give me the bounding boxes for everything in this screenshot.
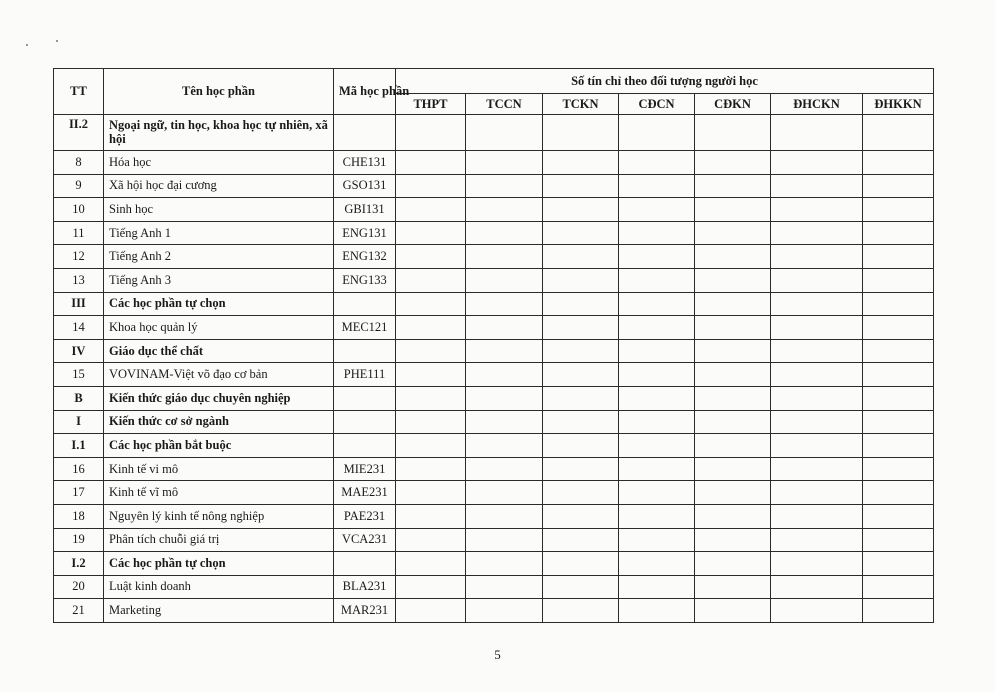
row-credit-cell <box>543 115 619 151</box>
row-credit-cell <box>695 481 771 505</box>
row-credit-cell <box>695 292 771 316</box>
row-credit-cell <box>863 410 934 434</box>
row-tt: I <box>54 410 104 434</box>
row-credit-cell <box>771 363 863 387</box>
row-credit-cell <box>619 198 695 222</box>
row-credit-cell <box>771 528 863 552</box>
row-credit-cell <box>396 481 466 505</box>
row-credit-cell <box>543 410 619 434</box>
row-credit-cell <box>863 504 934 528</box>
row-tt: 17 <box>54 481 104 505</box>
section-row <box>54 115 934 151</box>
row-credit-cell <box>771 221 863 245</box>
row-course-name: Kinh tế vĩ mô <box>104 481 334 505</box>
row-credit-cell <box>863 174 934 198</box>
row-credit-cell <box>396 174 466 198</box>
row-credit-cell <box>863 457 934 481</box>
row-course-code: MAR231 <box>334 599 396 623</box>
row-credit-cell <box>863 481 934 505</box>
row-credit-cell <box>695 268 771 292</box>
row-course-name: Hóa học <box>104 151 334 175</box>
row-credit-cell <box>863 386 934 410</box>
row-credit-cell <box>695 245 771 269</box>
row-credit-cell <box>543 268 619 292</box>
row-credit-cell <box>619 245 695 269</box>
table-row <box>54 221 934 245</box>
table-row <box>54 599 934 623</box>
row-credit-cell <box>543 434 619 458</box>
row-credit-cell <box>466 434 543 458</box>
row-course-code: BLA231 <box>334 575 396 599</box>
row-credit-cell <box>619 552 695 576</box>
row-credit-cell <box>695 599 771 623</box>
row-credit-cell <box>863 151 934 175</box>
row-credit-cell <box>619 151 695 175</box>
row-credit-cell <box>695 363 771 387</box>
row-credit-cell <box>396 434 466 458</box>
row-credit-cell <box>863 221 934 245</box>
row-credit-cell <box>619 339 695 363</box>
row-credit-cell <box>396 504 466 528</box>
row-course-name: Sinh học <box>104 198 334 222</box>
row-credit-cell <box>619 115 695 151</box>
row-credit-cell <box>466 363 543 387</box>
row-credit-cell <box>619 316 695 340</box>
row-credit-cell <box>863 316 934 340</box>
section-row <box>54 292 934 316</box>
row-course-name: Các học phần tự chọn <box>104 292 334 316</box>
row-credit-cell <box>543 386 619 410</box>
table-row <box>54 481 934 505</box>
table-body <box>54 115 934 623</box>
row-credit-cell <box>619 434 695 458</box>
row-course-code <box>334 386 396 410</box>
header-credit-5: ĐHCKN <box>771 94 863 115</box>
row-credit-cell <box>466 386 543 410</box>
row-credit-cell <box>396 528 466 552</box>
row-credit-cell <box>396 245 466 269</box>
row-credit-cell <box>695 528 771 552</box>
scan-speck <box>26 44 28 46</box>
row-credit-cell <box>396 221 466 245</box>
row-credit-cell <box>543 552 619 576</box>
row-tt: 16 <box>54 457 104 481</box>
table-row <box>54 457 934 481</box>
row-tt: I.2 <box>54 552 104 576</box>
table-row <box>54 575 934 599</box>
row-course-name: VOVINAM-Việt võ đạo cơ bản <box>104 363 334 387</box>
row-credit-cell <box>466 292 543 316</box>
table-row <box>54 528 934 552</box>
row-credit-cell <box>771 292 863 316</box>
row-course-name: Kiến thức giáo dục chuyên nghiệp <box>104 386 334 410</box>
table-row <box>54 268 934 292</box>
row-credit-cell <box>466 151 543 175</box>
row-credit-cell <box>466 115 543 151</box>
row-course-code: VCA231 <box>334 528 396 552</box>
row-tt: B <box>54 386 104 410</box>
row-course-code: CHE131 <box>334 151 396 175</box>
row-course-code: ENG133 <box>334 268 396 292</box>
row-credit-cell <box>543 174 619 198</box>
row-credit-cell <box>396 292 466 316</box>
row-credit-cell <box>619 410 695 434</box>
row-credit-cell <box>619 481 695 505</box>
row-course-name: Luật kinh doanh <box>104 575 334 599</box>
row-credit-cell <box>695 575 771 599</box>
row-credit-cell <box>771 316 863 340</box>
row-credit-cell <box>695 316 771 340</box>
row-credit-cell <box>771 115 863 151</box>
row-course-code: MEC121 <box>334 316 396 340</box>
row-credit-cell <box>619 504 695 528</box>
row-credit-cell <box>863 552 934 576</box>
row-credit-cell <box>619 599 695 623</box>
header-credit-6: ĐHKKN <box>863 94 934 115</box>
row-tt: 19 <box>54 528 104 552</box>
row-credit-cell <box>543 151 619 175</box>
scan-speck <box>56 40 58 42</box>
row-credit-cell <box>543 481 619 505</box>
row-course-name: Tiếng Anh 1 <box>104 221 334 245</box>
row-credit-cell <box>619 174 695 198</box>
row-course-name: Kinh tế vi mô <box>104 457 334 481</box>
header-credits-group: Số tín chỉ theo đối tượng người học <box>396 69 934 94</box>
row-credit-cell <box>543 198 619 222</box>
row-credit-cell <box>619 268 695 292</box>
row-credit-cell <box>619 363 695 387</box>
row-credit-cell <box>863 245 934 269</box>
row-credit-cell <box>771 575 863 599</box>
row-credit-cell <box>619 575 695 599</box>
row-credit-cell <box>771 552 863 576</box>
row-course-name: Các học phần tự chọn <box>104 552 334 576</box>
table-header <box>54 69 934 115</box>
row-credit-cell <box>863 528 934 552</box>
row-tt: 10 <box>54 198 104 222</box>
row-credit-cell <box>771 268 863 292</box>
row-credit-cell <box>771 339 863 363</box>
row-credit-cell <box>695 504 771 528</box>
row-credit-cell <box>396 316 466 340</box>
row-course-code: PAE231 <box>334 504 396 528</box>
header-credit-0: THPT <box>396 94 466 115</box>
table-row <box>54 198 934 222</box>
row-credit-cell <box>771 245 863 269</box>
table-row <box>54 363 934 387</box>
row-credit-cell <box>863 363 934 387</box>
row-credit-cell <box>619 386 695 410</box>
row-credit-cell <box>543 504 619 528</box>
row-credit-cell <box>771 481 863 505</box>
row-course-code <box>334 292 396 316</box>
row-credit-cell <box>863 599 934 623</box>
row-tt: 13 <box>54 268 104 292</box>
row-credit-cell <box>396 363 466 387</box>
row-course-name: Giáo dục thể chất <box>104 339 334 363</box>
row-credit-cell <box>396 552 466 576</box>
row-credit-cell <box>466 457 543 481</box>
row-credit-cell <box>396 115 466 151</box>
row-tt: 15 <box>54 363 104 387</box>
row-credit-cell <box>543 599 619 623</box>
row-credit-cell <box>466 245 543 269</box>
row-course-code: GSO131 <box>334 174 396 198</box>
row-course-name: Ngoại ngữ, tin học, khoa học tự nhiên, xã hội <box>104 115 334 151</box>
row-credit-cell <box>695 552 771 576</box>
table-row <box>54 151 934 175</box>
row-credit-cell <box>695 115 771 151</box>
row-credit-cell <box>466 528 543 552</box>
row-tt: 21 <box>54 599 104 623</box>
row-credit-cell <box>543 316 619 340</box>
row-credit-cell <box>771 198 863 222</box>
row-credit-cell <box>466 174 543 198</box>
row-credit-cell <box>543 292 619 316</box>
row-credit-cell <box>466 481 543 505</box>
row-credit-cell <box>771 410 863 434</box>
row-course-code <box>334 552 396 576</box>
row-credit-cell <box>771 457 863 481</box>
row-course-code: MAE231 <box>334 481 396 505</box>
row-credit-cell <box>466 410 543 434</box>
section-row <box>54 410 934 434</box>
row-credit-cell <box>863 339 934 363</box>
row-course-code <box>334 434 396 458</box>
row-credit-cell <box>466 599 543 623</box>
row-credit-cell <box>695 221 771 245</box>
header-credit-4: CĐKN <box>695 94 771 115</box>
row-course-code: MIE231 <box>334 457 396 481</box>
row-credit-cell <box>396 386 466 410</box>
row-credit-cell <box>619 221 695 245</box>
row-credit-cell <box>695 386 771 410</box>
row-credit-cell <box>695 151 771 175</box>
row-tt: 12 <box>54 245 104 269</box>
row-credit-cell <box>619 292 695 316</box>
row-credit-cell <box>543 575 619 599</box>
row-credit-cell <box>543 457 619 481</box>
row-tt: 9 <box>54 174 104 198</box>
section-row <box>54 552 934 576</box>
row-course-name: Tiếng Anh 3 <box>104 268 334 292</box>
row-credit-cell <box>863 268 934 292</box>
row-credit-cell <box>396 198 466 222</box>
row-credit-cell <box>396 339 466 363</box>
table-row <box>54 245 934 269</box>
row-course-name: Phân tích chuỗi giá trị <box>104 528 334 552</box>
row-credit-cell <box>543 221 619 245</box>
row-credit-cell <box>619 457 695 481</box>
row-tt: II.2 <box>54 115 104 151</box>
row-tt: IV <box>54 339 104 363</box>
row-course-code: ENG132 <box>334 245 396 269</box>
row-credit-cell <box>619 528 695 552</box>
table-row <box>54 316 934 340</box>
table-row <box>54 174 934 198</box>
row-credit-cell <box>771 504 863 528</box>
row-course-code <box>334 115 396 151</box>
row-credit-cell <box>863 198 934 222</box>
row-credit-cell <box>695 434 771 458</box>
row-credit-cell <box>466 221 543 245</box>
row-credit-cell <box>543 339 619 363</box>
row-course-name: Marketing <box>104 599 334 623</box>
row-credit-cell <box>466 198 543 222</box>
row-credit-cell <box>466 504 543 528</box>
row-tt: 20 <box>54 575 104 599</box>
row-credit-cell <box>695 174 771 198</box>
row-credit-cell <box>466 316 543 340</box>
row-credit-cell <box>466 339 543 363</box>
row-tt: 18 <box>54 504 104 528</box>
row-credit-cell <box>771 434 863 458</box>
row-credit-cell <box>396 268 466 292</box>
row-course-code: GBI131 <box>334 198 396 222</box>
row-course-name: Xã hội học đại cương <box>104 174 334 198</box>
row-credit-cell <box>771 151 863 175</box>
row-course-name: Các học phần bắt buộc <box>104 434 334 458</box>
row-credit-cell <box>543 363 619 387</box>
section-row <box>54 434 934 458</box>
row-tt: 11 <box>54 221 104 245</box>
row-credit-cell <box>396 575 466 599</box>
row-course-name: Khoa học quản lý <box>104 316 334 340</box>
row-credit-cell <box>695 457 771 481</box>
row-tt: I.1 <box>54 434 104 458</box>
row-tt: 8 <box>54 151 104 175</box>
row-course-code <box>334 410 396 434</box>
row-credit-cell <box>543 245 619 269</box>
row-credit-cell <box>466 268 543 292</box>
row-credit-cell <box>466 552 543 576</box>
row-credit-cell <box>695 339 771 363</box>
row-credit-cell <box>695 198 771 222</box>
header-course-name: Tên học phần <box>104 69 334 115</box>
header-tt: TT <box>54 69 104 115</box>
row-credit-cell <box>466 575 543 599</box>
row-course-name: Nguyên lý kinh tế nông nghiệp <box>104 504 334 528</box>
page-number: 5 <box>494 647 501 662</box>
row-credit-cell <box>863 115 934 151</box>
row-credit-cell <box>863 434 934 458</box>
row-course-name: Kiến thức cơ sở ngành <box>104 410 334 434</box>
row-credit-cell <box>396 599 466 623</box>
row-credit-cell <box>863 292 934 316</box>
row-credit-cell <box>396 457 466 481</box>
row-course-code: PHE111 <box>334 363 396 387</box>
row-credit-cell <box>543 528 619 552</box>
header-credit-2: TCKN <box>543 94 619 115</box>
curriculum-table <box>53 68 934 623</box>
row-credit-cell <box>771 599 863 623</box>
row-credit-cell <box>771 174 863 198</box>
section-row <box>54 339 934 363</box>
section-row <box>54 386 934 410</box>
row-course-code: ENG131 <box>334 221 396 245</box>
table-row <box>54 504 934 528</box>
row-tt: 14 <box>54 316 104 340</box>
row-credit-cell <box>695 410 771 434</box>
row-credit-cell <box>863 575 934 599</box>
header-credit-1: TCCN <box>466 94 543 115</box>
row-credit-cell <box>396 151 466 175</box>
row-credit-cell <box>771 386 863 410</box>
row-credit-cell <box>396 410 466 434</box>
header-credit-3: CĐCN <box>619 94 695 115</box>
header-course-code: Mã học phần <box>334 69 396 115</box>
row-course-name: Tiếng Anh 2 <box>104 245 334 269</box>
row-tt: III <box>54 292 104 316</box>
row-course-code <box>334 339 396 363</box>
